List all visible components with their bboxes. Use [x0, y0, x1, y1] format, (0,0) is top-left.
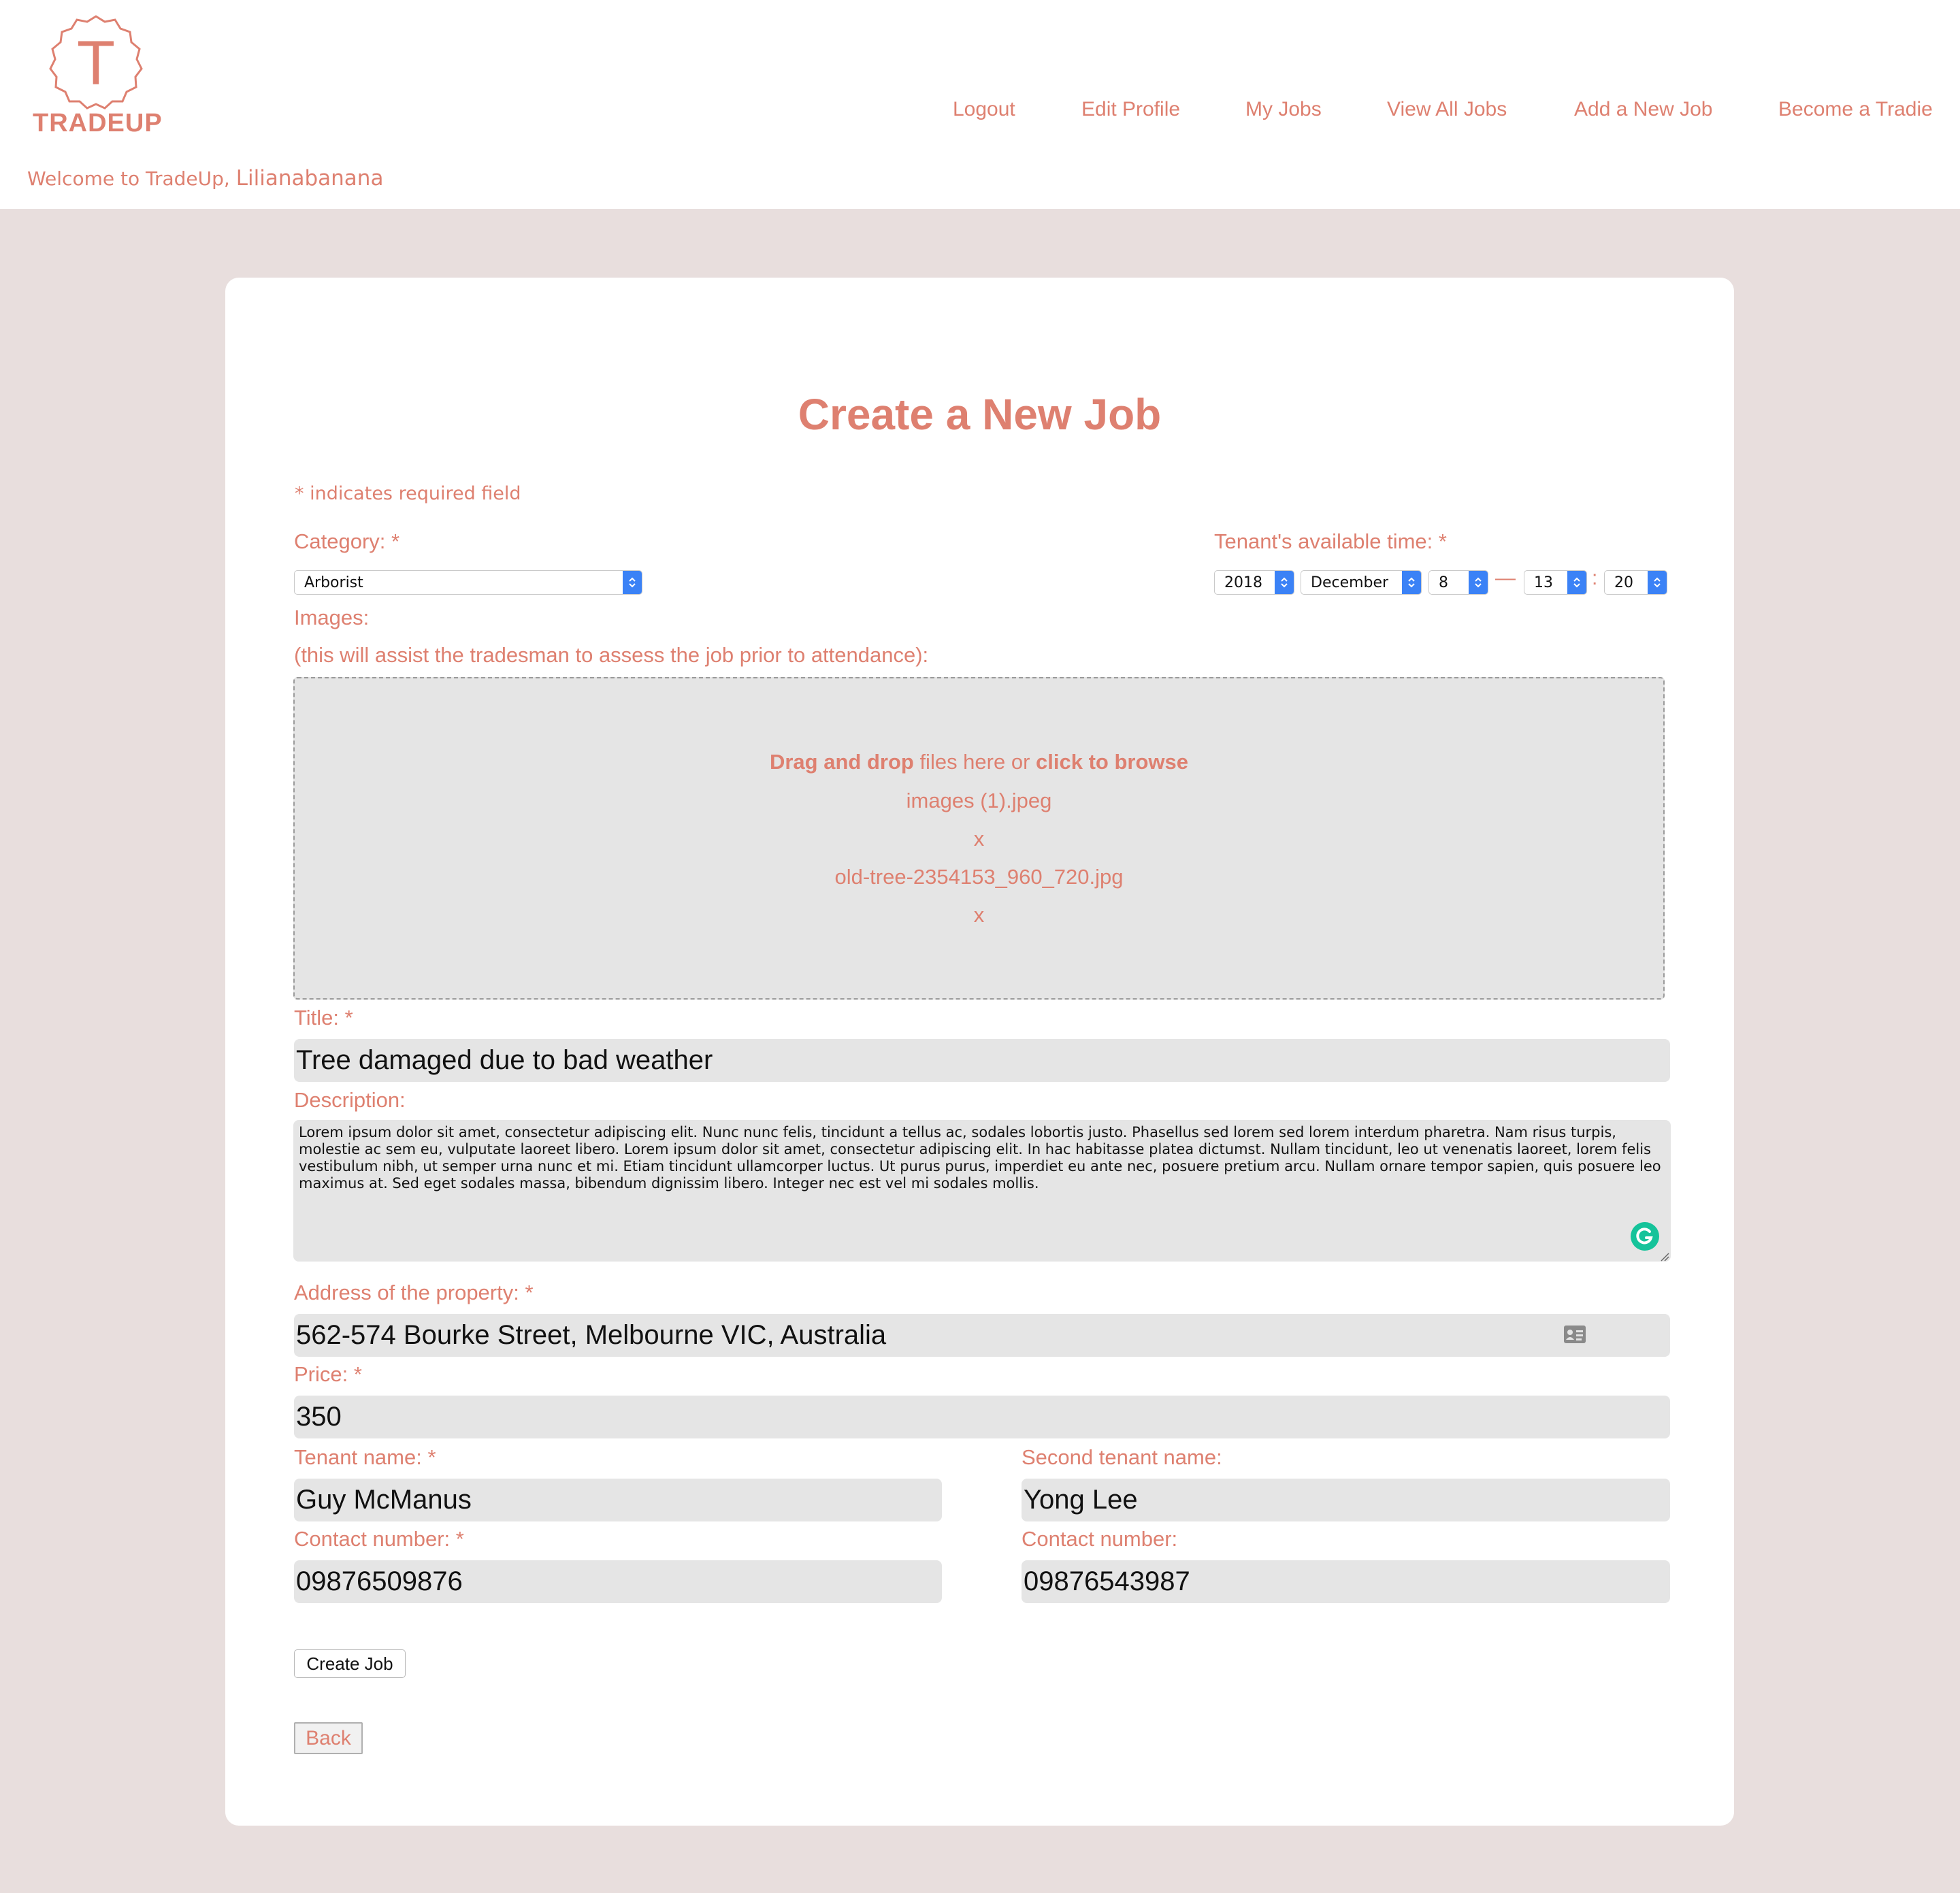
select-arrows-icon: [1469, 571, 1488, 594]
logo-wordmark: TRADEUP: [33, 109, 163, 137]
price-label: Price: *: [294, 1362, 362, 1386]
remove-file-button[interactable]: x: [973, 903, 985, 927]
title-input[interactable]: Tree damaged due to bad weather: [294, 1039, 1670, 1082]
svg-text:T: T: [76, 29, 116, 98]
select-arrows-icon: [1648, 571, 1667, 594]
address-value: 562-574 Bourke Street, Melbourne VIC, Australia: [296, 1320, 887, 1350]
grammarly-icon[interactable]: [1630, 1221, 1660, 1251]
price-input[interactable]: 350: [294, 1396, 1670, 1438]
hour-value: 13: [1534, 574, 1553, 591]
select-arrows-icon: [1275, 571, 1294, 594]
tradeup-logo-badge[interactable]: [48, 14, 144, 110]
images-hint: (this will assist the tradesman to assess the job prior to attendance):: [294, 643, 929, 667]
remove-file-button[interactable]: x: [973, 827, 985, 851]
drag-and-drop-text: Drag and drop: [769, 750, 914, 774]
select-arrows-icon: [1402, 571, 1421, 594]
second-tenant-name-label: Second tenant name:: [1022, 1445, 1222, 1469]
address-input[interactable]: [294, 1314, 1670, 1357]
tenant-name-label: Tenant name: *: [294, 1445, 436, 1469]
category-selected-value: Arborist: [304, 574, 363, 591]
resize-handle-icon[interactable]: [1660, 1252, 1669, 1262]
image-dropzone[interactable]: [293, 677, 1665, 1000]
time-range-dash: —: [1495, 567, 1516, 589]
back-button[interactable]: Back: [294, 1722, 363, 1754]
available-time-label: Tenant's available time: *: [1214, 529, 1447, 553]
dropzone-instructions: [295, 750, 1663, 774]
address-label: Address of the property: *: [294, 1281, 534, 1304]
tenant-name-input[interactable]: Guy McManus: [294, 1479, 942, 1521]
click-to-browse-text[interactable]: click to browse: [1036, 750, 1188, 774]
images-label: Images:: [294, 606, 370, 629]
nav-add-new-job[interactable]: Add a New Job: [1574, 98, 1713, 120]
description-textarea[interactable]: [293, 1120, 1671, 1262]
day-select[interactable]: [1428, 570, 1488, 595]
create-job-button[interactable]: Create Job: [294, 1649, 406, 1678]
nav-become-tradie[interactable]: Become a Tradie: [1778, 98, 1933, 120]
select-arrows-icon: [1567, 571, 1586, 594]
minute-select[interactable]: [1604, 570, 1667, 595]
year-select[interactable]: [1214, 570, 1294, 595]
required-field-note: * indicates required field: [295, 483, 521, 504]
second-contact-number-input[interactable]: 09876543987: [1022, 1560, 1670, 1603]
title-label: Title: *: [294, 1006, 353, 1030]
contact-card-icon[interactable]: [1563, 1325, 1586, 1344]
dropzone-middle-text: files here or: [913, 750, 1036, 774]
year-value: 2018: [1224, 574, 1262, 591]
top-header: [0, 0, 1960, 209]
description-text: Lorem ipsum dolor sit amet, consectetur adipiscing elit. Nunc nunc felis, tincidunt a tellus ac, sodales lobortis justo. Phasellus sed lorem sed lorem interdum pharetra. Nam risus turpis, molestie ac sem eu, vulputate laoreet libero. Lorem ipsum dolor sit amet, consectetur adipiscing elit. In hac habitasse platea dictumst. Nullam tincidunt, leo ut venenatis laoreet, lorem felis vestibulum nibh, ut semper urna nunc et mi. Etiam tincidunt ullamcorper luctus. Ut purus purus, imperdiet eu ante nec, posuere pretium arcu. Nullam ornare tempor sapien, quis posuere leo maximus at. Sed eget sodales massa, bibendum dignissim libero. Integer nec est vel mi sodales mollis.: [299, 1124, 1661, 1191]
welcome-message: [27, 166, 383, 191]
nav-view-all-jobs[interactable]: View All Jobs: [1387, 98, 1507, 120]
nav-edit-profile[interactable]: Edit Profile: [1081, 98, 1181, 120]
contact-number-label: Contact number: *: [294, 1527, 464, 1551]
page-title: Create a New Job: [798, 390, 1162, 439]
username: Lilianabanana: [235, 166, 384, 191]
contact-number-input[interactable]: 09876509876: [294, 1560, 942, 1603]
select-arrows-icon: [623, 571, 642, 594]
second-contact-number-label: Contact number:: [1022, 1527, 1178, 1551]
second-tenant-name-input[interactable]: Yong Lee: [1022, 1479, 1670, 1521]
uploaded-file-name: images (1).jpeg: [906, 789, 1052, 812]
category-select[interactable]: [294, 570, 642, 595]
uploaded-file-name: old-tree-2354153_960_720.jpg: [834, 865, 1124, 889]
nav-my-jobs[interactable]: My Jobs: [1245, 98, 1322, 120]
nav-logout[interactable]: Logout: [953, 98, 1015, 120]
welcome-prefix: Welcome to TradeUp,: [27, 167, 230, 190]
month-select[interactable]: [1301, 570, 1422, 595]
day-value: 8: [1439, 574, 1448, 591]
description-label: Description:: [294, 1088, 406, 1112]
hour-select[interactable]: [1524, 570, 1587, 595]
time-colon: :: [1592, 567, 1598, 589]
create-job-card: [225, 278, 1734, 1826]
minute-value: 20: [1614, 574, 1633, 591]
month-value: December: [1311, 574, 1389, 591]
category-label: Category: *: [294, 529, 400, 553]
